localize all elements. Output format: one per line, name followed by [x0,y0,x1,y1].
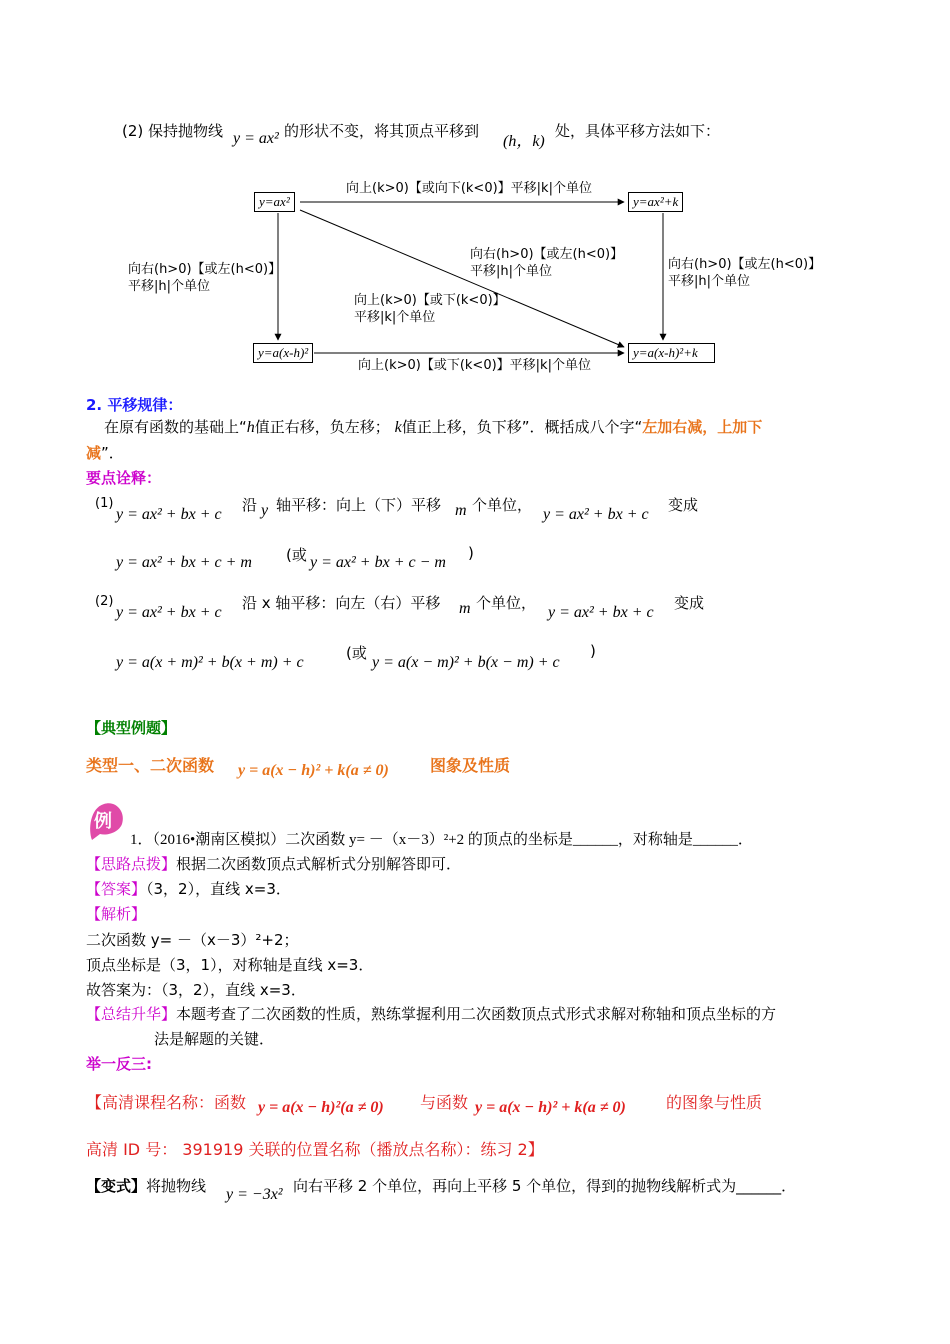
box-top-left: y=ax² [254,192,295,212]
label-right-2: 平移|h|个单位 [668,274,750,289]
course-formula-1: y = a(x − h)²(a ≠ 0) [258,1099,384,1116]
rule-highlight: 左加右减，上加下 [642,418,763,436]
note2-m: m [459,600,471,617]
label-diag-k-2: 平移|k|个单位 [354,310,436,325]
intro-formula: y = ax² [233,130,279,147]
note1-text-2: 轴平移：向上（下）平移 [276,496,442,514]
label-left-1: 向右(h>0)【或左(h<0)】 [128,262,282,277]
summary-line: 【总结升华】本题考查了二次函数的性质，熟练掌握利用二次函数顶点式形式求解对称轴和顶点坐标的方 [86,1005,777,1023]
answer-line: 【答案】（3，2），直线 x=3． [86,880,291,898]
diagram-arrows [0,0,950,400]
rule-heading: 2. 平移规律： [86,396,183,414]
box-bottom-left: y=a(x-h)² [253,343,313,363]
note1-text-4: 变成 [668,496,699,514]
note1-text-1: 沿 [242,496,258,514]
question-1: 1．（2016•潮南区模拟）二次函数 y= －（x－3）²+2 的顶点的坐标是______，对称轴是______． [130,832,753,848]
note2-text-1: 沿 x 轴平移：向左（右）平移 [242,594,441,612]
note1-m: m [455,502,467,519]
note2-text-3: 个单位， [476,594,537,612]
label-left-2: 平移|h|个单位 [128,279,210,294]
note1-formula-2: y = ax² + bx + c [543,506,649,523]
analysis-line-2: 顶点坐标是（3，1），对称轴是直线 x=3． [86,956,374,974]
practice-heading: 举一反三: [86,1055,152,1073]
arrow-diagonal [300,210,624,347]
variant-text-2: 向右平移 2 个单位，再向上平移 5 个单位，得到的抛物线解析式为______． [293,1177,797,1195]
variant-label: 【变式】将抛物线 [86,1177,207,1195]
course-text-2: 与函数 [420,1093,469,1112]
note2-result-1: y = a(x + m)² + b(x + m) + c [116,654,304,671]
analysis-label: 【解析】 [86,905,147,923]
label-right-1: 向右(h>0)【或左(h<0)】 [668,257,822,272]
rule-line: 在原有函数的基础上“h值正右移，负左移； k值正上移，负下移”．概括成八个字“左加右减，上加下 [104,418,763,436]
note1-result-1: y = ax² + bx + c + m [116,554,252,571]
type-tail: 图象及性质 [430,756,511,775]
id-line: 高清 ID 号： 391919 关联的位置名称（播放点名称）：练习 2】 [86,1140,544,1159]
note2-text-4: 变成 [674,594,705,612]
notes-heading: 要点诠释： [86,469,162,487]
note1-text-3: 个单位， [472,496,533,514]
rule-line-2: 减”． [86,444,124,462]
analysis-line-1: 二次函数 y= －（x－3）²+2； [86,931,299,949]
intro-text-2: 的形状不变，将其顶点平移到 [284,122,480,140]
type-title: 类型一、二次函数 [86,756,215,775]
example-badge: 例 [86,800,126,840]
course-formula-2: y = a(x − h)² + k(a ≠ 0) [475,1099,626,1116]
hint-line: 【思路点拨】根据二次函数顶点式解析式分别解答即可． [86,855,462,873]
label-diag-k-1: 向上(k>0)【或下(k<0)】 [354,293,506,308]
note2-formula-2: y = ax² + bx + c [548,604,654,621]
note2-result-2: y = a(x − m)² + b(x − m) + c [372,654,560,671]
note2-or: (或 [346,644,367,662]
label-top: 向上(k>0)【或向下(k<0)】平移|k|个单位 [346,181,592,196]
label-diag-h-2: 平移|h|个单位 [470,264,552,279]
type-formula: y = a(x − h)² + k(a ≠ 0) [238,762,389,779]
analysis-line-3: 故答案为：（3，2），直线 x=3． [86,981,306,999]
note2-close: ) [590,642,596,660]
note2-formula-1: y = ax² + bx + c [116,604,222,621]
summary-line-2: 法是解题的关键． [154,1030,275,1048]
intro-text-3: 处，具体平移方法如下： [555,122,721,140]
examples-heading: 【典型例题】 [86,719,177,737]
label-diag-h-1: 向右(h>0)【或左(h<0)】 [470,247,624,262]
note1-close: ) [468,544,474,562]
note1-axis: y [261,502,269,519]
box-top-right: y=ax²+k [628,192,683,212]
course-text-1: 【高清课程名称：函数 [86,1093,247,1112]
intro-vertex: (h，k) [503,133,545,150]
intro-text-1: 保持抛物线 [148,122,224,140]
note1-formula-1: y = ax² + bx + c [116,506,222,523]
note1-number: (1) [95,496,114,511]
label-bottom: 向上(k>0)【或下(k<0)】平移|k|个单位 [358,358,591,373]
note2-number: (2) [95,594,114,609]
note1-or: (或 [286,546,307,564]
box-bottom-right: y=a(x-h)²+k [628,343,715,363]
intro-part: (2) [122,122,144,140]
course-text-3: 的图象与性质 [666,1093,763,1112]
variant-formula: y = −3x² [226,1186,283,1203]
note1-result-2: y = ax² + bx + c − m [310,554,446,571]
